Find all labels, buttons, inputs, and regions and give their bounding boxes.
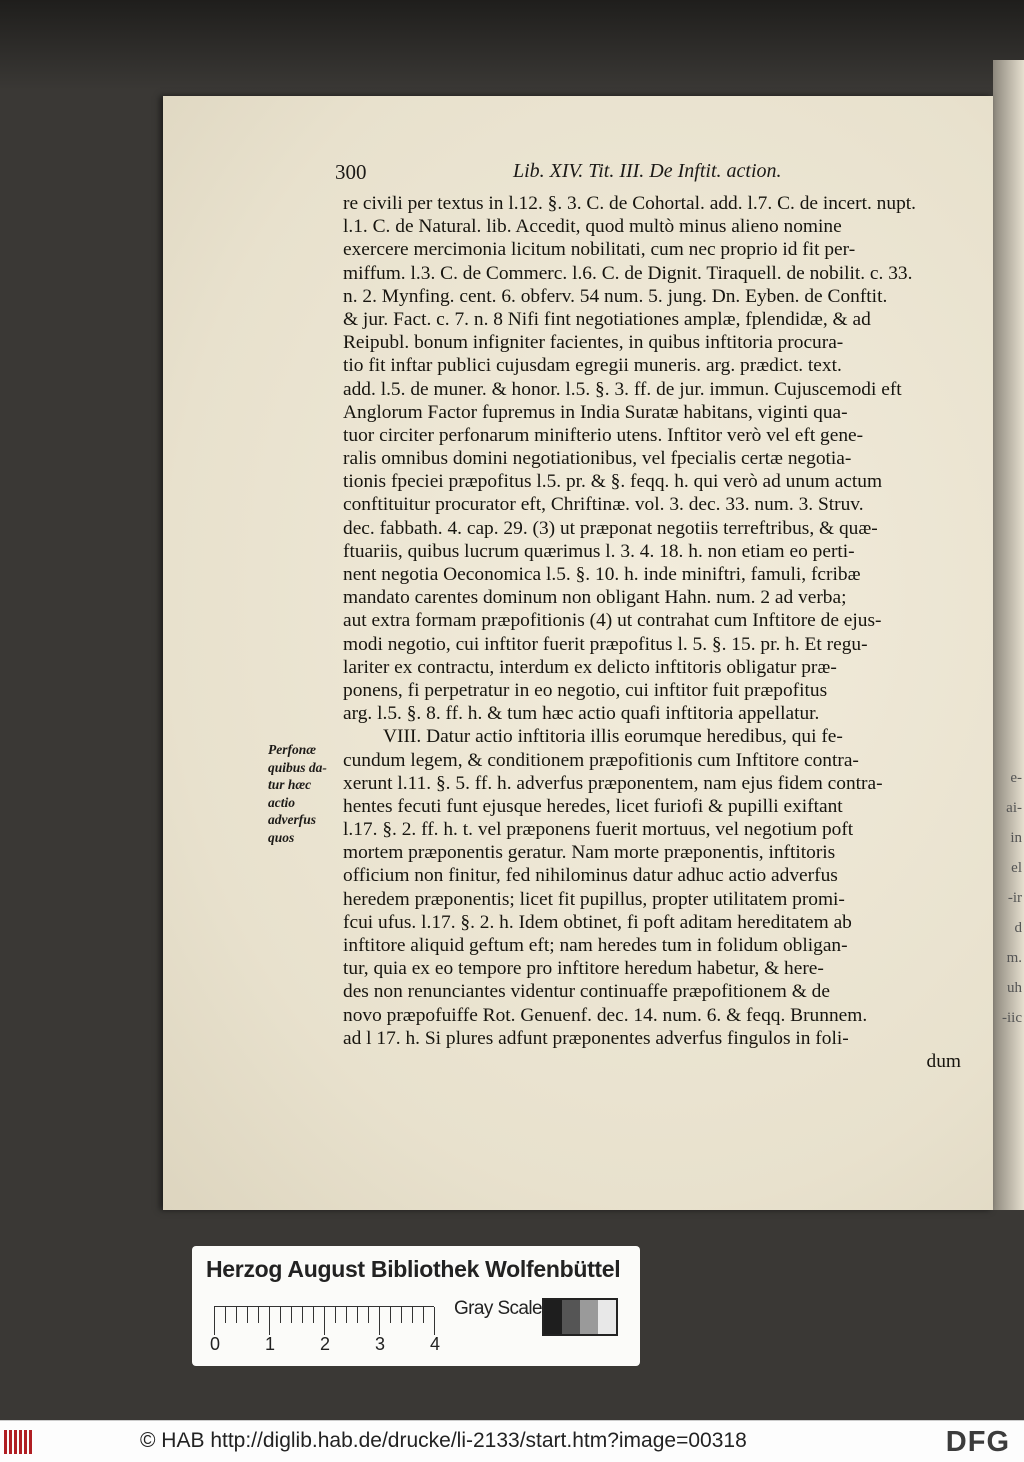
text-line: VIII. Datur actio inftitoria illis eorumque heredibus, qui fe- xyxy=(383,726,843,748)
ruler-tick xyxy=(423,1307,424,1323)
ruler-tick xyxy=(280,1307,281,1323)
ruler-tick xyxy=(390,1307,391,1323)
ruler-tick xyxy=(247,1307,248,1323)
ruler-tick xyxy=(313,1307,314,1323)
text-line: conftituitur procurator eft, Chriftinæ. vol. 3. dec. 33. num. 3. Struv. xyxy=(343,494,864,516)
text-line: exercere mercimonia licitum nobilitati, cum nec proprio id fit per- xyxy=(343,239,856,261)
ruler-tick xyxy=(434,1307,435,1335)
text-line: Reipubl. bonum infigniter facientes, in quibus inftitoria procura- xyxy=(343,332,844,354)
text-line: ftuariis, quibus lucrum quærimus l. 3. 4. 18. h. non etiam eo perti- xyxy=(343,540,855,562)
copyright-url[interactable]: © HAB http://diglib.hab.de/drucke/li-2133/start.htm?image=00318 xyxy=(140,1429,747,1452)
text-line: hentes fecuti funt ejusque heredes, licet furiofi & pupilli exiftant xyxy=(343,795,843,817)
ruler-tick xyxy=(401,1307,402,1323)
margin-note xyxy=(268,741,346,846)
text-line: add. l.5. de muner. & honor. l.5. §. 3. ff. de jur. immun. Cujuscemodi eft xyxy=(343,378,902,400)
text-line: mandato carentes dominum non obligant Hahn. num. 2 ad verba; xyxy=(343,587,847,609)
body-text xyxy=(343,192,967,1073)
ruler-tick xyxy=(225,1307,226,1323)
text-line: lariter ex contractu, interdum ex delicto inftitoris obligatur præ- xyxy=(343,656,837,678)
text-line: mortem præponentis geratur. Nam morte præponentis, inftitoris xyxy=(343,842,836,864)
margin-note-line: adverfus xyxy=(268,812,316,827)
next-page-fragment: m. xyxy=(1006,950,1022,966)
text-line: n. 2. Mynfing. cent. 6. obferv. 54 num. 5. jung. Dn. Eyben. de Conftit. xyxy=(343,285,888,307)
hab-logo-icon xyxy=(4,1430,38,1454)
text-line: l.17. §. 2. ff. h. t. vel præponens fuerit mortuus, vel negotium poft xyxy=(343,819,854,841)
margin-note-line: Perfonæ xyxy=(268,742,316,757)
library-name: Herzog August Bibliothek Wolfenbüttel xyxy=(206,1256,621,1282)
ruler-number: 3 xyxy=(375,1334,386,1354)
running-title: Lib. XIV. Tit. III. De Inftit. action. xyxy=(513,160,782,182)
book-page xyxy=(163,96,993,1210)
margin-note-line: quibus da- xyxy=(268,759,327,775)
ruler-tick xyxy=(214,1307,215,1335)
text-line: des non renunciantes videntur continuaffe præpofitionem & de xyxy=(343,981,830,1003)
gray-swatch xyxy=(580,1300,598,1334)
next-page-edge xyxy=(993,60,1024,1210)
ruler-tick xyxy=(357,1307,358,1323)
ruler-tick xyxy=(258,1307,259,1323)
ruler-tick xyxy=(335,1307,336,1323)
ruler-tick xyxy=(324,1307,325,1335)
text-line: novo præpofuiffe Rot. Genuenf. dec. 14. num. 6. & feqq. Brunnem. xyxy=(343,1004,868,1026)
ruler xyxy=(214,1306,434,1337)
text-line: modi negotio, cui inftitor fuerit præpofitus l. 5. §. 15. pr. h. Et regu- xyxy=(343,633,868,655)
ruler-tick xyxy=(368,1307,369,1323)
ruler-number: 0 xyxy=(210,1334,221,1354)
book-shadow xyxy=(0,0,1024,90)
gray-swatch xyxy=(598,1300,616,1334)
next-page-fragment: -iic xyxy=(1002,1010,1022,1026)
gray-swatch xyxy=(562,1300,580,1334)
text-line: tuor circiter perfonarum minifterio utens. Inftitor verò vel eft gene- xyxy=(343,424,864,446)
text-line: re civili per textus in l.12. §. 3. C. de Cohortal. add. l.7. C. de incert. nupt. xyxy=(343,193,916,214)
text-line: ad l 17. h. Si plures adfunt præponentes adverfus fingulos in foli- xyxy=(343,1027,849,1049)
text-line: nent negotia Oeconomica l.5. §. 10. h. inde miniftri, famuli, fcribæ xyxy=(343,564,861,585)
text-line: arg. l.5. §. 8. ff. h. & tum hæc actio quafi inftitoria appellatur. xyxy=(343,703,820,725)
ruler-tick xyxy=(412,1307,413,1323)
text-line: tur, quia ex eo tempore pro inftitore heredum habetur, & here- xyxy=(343,958,824,980)
margin-note-line: tur hæc xyxy=(268,777,312,792)
text-line: inftitore aliquid geftum eft; nam heredes tum in folidum obligan- xyxy=(343,935,848,956)
ruler-tick xyxy=(302,1307,303,1323)
footer-bar xyxy=(0,1420,1024,1462)
text-line: heredem præponentis; licet fit pupillus, propter utilitatem promi- xyxy=(343,888,845,910)
next-page-fragment: in xyxy=(1010,830,1022,846)
ruler-number: 2 xyxy=(320,1334,331,1354)
text-line: officium non finitur, fed nihilominus datur adhuc actio adverfus xyxy=(343,865,838,887)
text-line: aut extra formam præpofitionis (4) ut contrahat cum Inftitore de ejus- xyxy=(343,610,882,632)
text-line: cundum legem, & conditionem præpofitionis cum Inftitore contra- xyxy=(343,749,859,771)
text-line: dec. fabbath. 4. cap. 29. (3) ut præponat negotiis terreftribus, & quæ- xyxy=(343,517,878,539)
running-head xyxy=(335,160,975,186)
dfg-logo: DFG xyxy=(945,1426,1010,1458)
ruler-number: 1 xyxy=(265,1334,276,1354)
ruler-tick xyxy=(379,1307,380,1335)
gray-swatch xyxy=(544,1300,562,1334)
text-line: tio fit inftar publici cujusdam egregii muneris. arg. prædict. text. xyxy=(343,355,842,377)
margin-note-line: quos xyxy=(268,829,295,845)
ruler-number: 4 xyxy=(430,1334,441,1354)
ruler-tick xyxy=(346,1307,347,1323)
text-line: Anglorum Factor fupremus in India Suratæ habitans, viginti qua- xyxy=(343,401,848,423)
text-line: fcui ufus. l.17. §. 2. h. Idem obtinet, fi poft aditam hereditatem ab xyxy=(343,911,852,933)
text-line: & jur. Fact. c. 7. n. 8 Nifi fint negotiationes amplæ, fplendidæ, & ad xyxy=(343,308,871,330)
next-page-fragment: ai- xyxy=(1006,800,1022,816)
gray-scale-label: Gray Scale xyxy=(454,1298,542,1319)
text-line: l.1. C. de Natural. lib. Accedit, quod multò minus alieno nomine xyxy=(343,216,842,238)
text-line: ponens, fi perpetratur in eo negotio, cui inftitor fuit præpofitus xyxy=(343,679,828,701)
next-page-fragment: -ir xyxy=(1007,890,1022,906)
page-number: 300 xyxy=(335,160,367,184)
gray-scale-bar xyxy=(542,1298,618,1336)
ruler-tick xyxy=(269,1307,270,1335)
text-line: tionis fpeciei præpofitus l.5. pr. & §. feqq. h. qui verò ad unum actum xyxy=(343,471,883,493)
ruler-tick xyxy=(236,1307,237,1323)
catchword: dum xyxy=(926,1050,961,1072)
library-label-card xyxy=(192,1246,640,1366)
text-line: miffum. l.3. C. de Commerc. l.6. C. de Dignit. Tiraquell. de nobilit. c. 33. xyxy=(343,262,913,284)
margin-note-line: actio xyxy=(268,794,295,810)
next-page-fragment: e- xyxy=(1010,770,1022,786)
ruler-numbers xyxy=(210,1334,440,1358)
next-page-fragment: d xyxy=(1014,920,1022,936)
ruler-tick xyxy=(291,1307,292,1323)
text-line: xerunt l.11. §. 5. ff. h. adverfus præponentem, nam ejus fidem contra- xyxy=(343,772,883,794)
next-page-fragment: el xyxy=(1011,860,1022,876)
next-page-fragment: uh xyxy=(1007,980,1022,996)
text-line: ralis omnibus domini negotiationibus, vel fpecialis certæ negotia- xyxy=(343,448,852,470)
